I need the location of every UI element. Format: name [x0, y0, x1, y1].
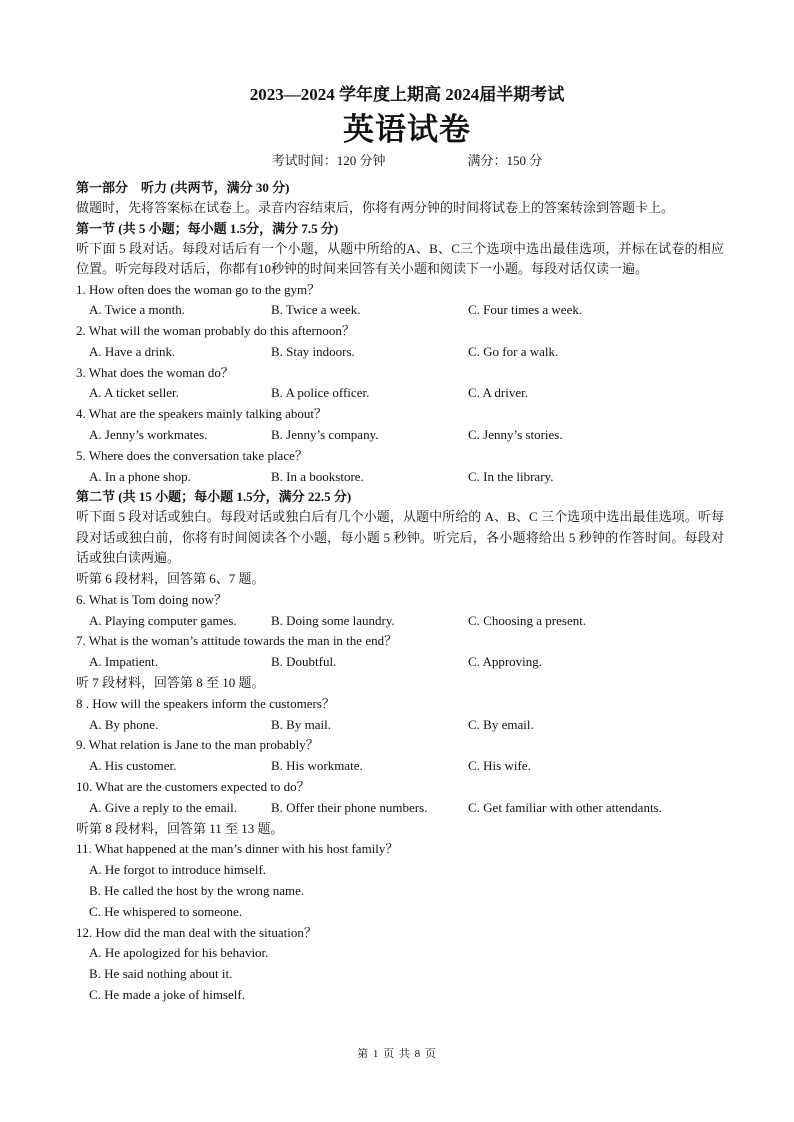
option-c: C. Get familiar with other attendants. [468, 799, 662, 815]
page-number: 第 1 页 共 8 页 [357, 1048, 437, 1060]
exam-time: 考试时间：120 分钟 [271, 153, 386, 168]
option-b: B. His workmate. [271, 758, 363, 774]
options [76, 611, 724, 632]
material-note: 听第 8 段材料，回答第 11 至 13 题。 [76, 820, 284, 836]
option-b: B. A police officer. [271, 385, 370, 401]
option-b: B. He said nothing about it. [89, 966, 233, 982]
option-c: C. His wife. [468, 758, 531, 774]
part1-heading: 第一部分 听力 (共两节，满分 30 分) [76, 180, 290, 195]
option-b: B. Doubtful. [271, 654, 337, 670]
exam-score: 满分：150 分 [467, 153, 543, 168]
option-c: C. Go for a walk. [468, 343, 559, 359]
option-a: A. A ticket seller. [89, 385, 179, 401]
option-a: A. By phone. [89, 716, 159, 732]
options [76, 342, 724, 363]
option-b: B. Doing some laundry. [271, 612, 395, 628]
options [76, 715, 724, 736]
option-a: A. His customer. [89, 758, 177, 774]
question: 8 . How will the speakers inform the customers？ [76, 695, 335, 711]
option-c: C. Approving. [468, 654, 543, 670]
options [76, 383, 724, 404]
section1-instruction: 听下面 5 段对话。每段对话后有一个小题，从题中所给的A、B、C三个选项中选出最佳选项，并标在试卷的相应位置。听完每段对话后，你都有10秒钟的时间来回答有关小题和阅读下一小题。每段对话仅读一遍。 [76, 240, 724, 276]
option-c: C. In the library. [468, 468, 554, 484]
question: 2. What will the woman probably do this afternoon？ [76, 323, 355, 339]
option-a: A. Twice a month. [89, 302, 185, 318]
material-note: 听 7 段材料，回答第 8 至 10 题。 [76, 674, 265, 690]
option-c: C. Jenny’s stories. [468, 427, 563, 443]
exam-page [76, 84, 724, 1006]
section1-heading: 第一节 (共 5 小题；每小题 1.5分，满分 7.5 分) [76, 220, 339, 236]
part1-instruction: 做题时，先将答案标在试卷上。录音内容结束后，你将有两分钟的时间将试卷上的答案转涂到答题卡上。 [76, 200, 675, 215]
question: 4. What are the speakers mainly talking about？ [76, 406, 328, 422]
section2-heading: 第二节 (共 15 小题；每小题 1.5分，满分 22.5 分) [76, 489, 352, 505]
question: 7. What is the woman’s attitude towards the man in the end？ [76, 633, 398, 649]
question: 6. What is Tom doing now？ [76, 591, 227, 607]
question: 5. Where does the conversation take place？ [76, 447, 308, 463]
options [76, 756, 724, 777]
option-b: B. He called the host by the wrong name. [89, 882, 305, 898]
option-a: A. Jenny’s workmates. [89, 427, 208, 443]
subject-title: 英语试卷 [343, 112, 471, 147]
option-b: B. Offer their phone numbers. [271, 799, 428, 815]
option-c: C. By email. [468, 716, 534, 732]
option-b: B. Jenny’s company. [271, 427, 379, 443]
option-c: C. Four times a week. [468, 302, 583, 318]
options [76, 798, 724, 819]
section1-questions [76, 280, 724, 488]
option-c: C. A driver. [468, 385, 528, 401]
option-b: B. By mail. [271, 716, 331, 732]
options [76, 467, 724, 488]
question: 12. How did the man deal with the situation？ [76, 924, 317, 940]
option-c: C. Choosing a present. [468, 612, 587, 628]
option-a: A. In a phone shop. [89, 468, 191, 484]
question: 3. What does the woman do？ [76, 364, 234, 380]
option-c: C. He whispered to someone. [89, 903, 243, 919]
option-a: A. He forgot to introduce himself. [89, 862, 267, 878]
question: 9. What relation is Jane to the man probably？ [76, 737, 319, 753]
exam-title: 2023—2024 学年度上期高 2024届半期考试 [249, 85, 565, 104]
option-a: A. Impatient. [89, 654, 158, 670]
options [76, 300, 724, 321]
options [76, 652, 724, 673]
option-a: A. He apologized for his behavior. [89, 945, 269, 961]
exam-meta [90, 152, 724, 170]
options [76, 425, 724, 446]
option-a: A. Give a reply to the email. [89, 799, 238, 815]
question: 1. How often does the woman go to the gym？ [76, 281, 321, 297]
question: 11. What happened at the man’s dinner with his host family？ [76, 841, 399, 857]
question: 10. What are the customers expected to do？ [76, 778, 310, 794]
option-b: B. In a bookstore. [271, 468, 364, 484]
section2-instruction: 听下面 5 段对话或独白。每段对话或独白后有几个小题，从题中所给的 A、B、C 三个选项中选出最佳选项。听每段对话或独白前，你将有时间阅读各个小题，每小题 5 秒钟。听完后，各小题将给出 5 秒钟的作答时间。每段对话或独白读两遍。 [76, 509, 724, 566]
option-c: C. He made a joke of himself. [89, 986, 245, 1002]
option-a: A. Have a drink. [89, 343, 176, 359]
material-note: 听第 6 段材料，回答第 6、7 题。 [76, 570, 265, 586]
option-b: B. Stay indoors. [271, 343, 355, 359]
option-a: A. Playing computer games. [89, 612, 237, 628]
option-b: B. Twice a week. [271, 302, 361, 318]
